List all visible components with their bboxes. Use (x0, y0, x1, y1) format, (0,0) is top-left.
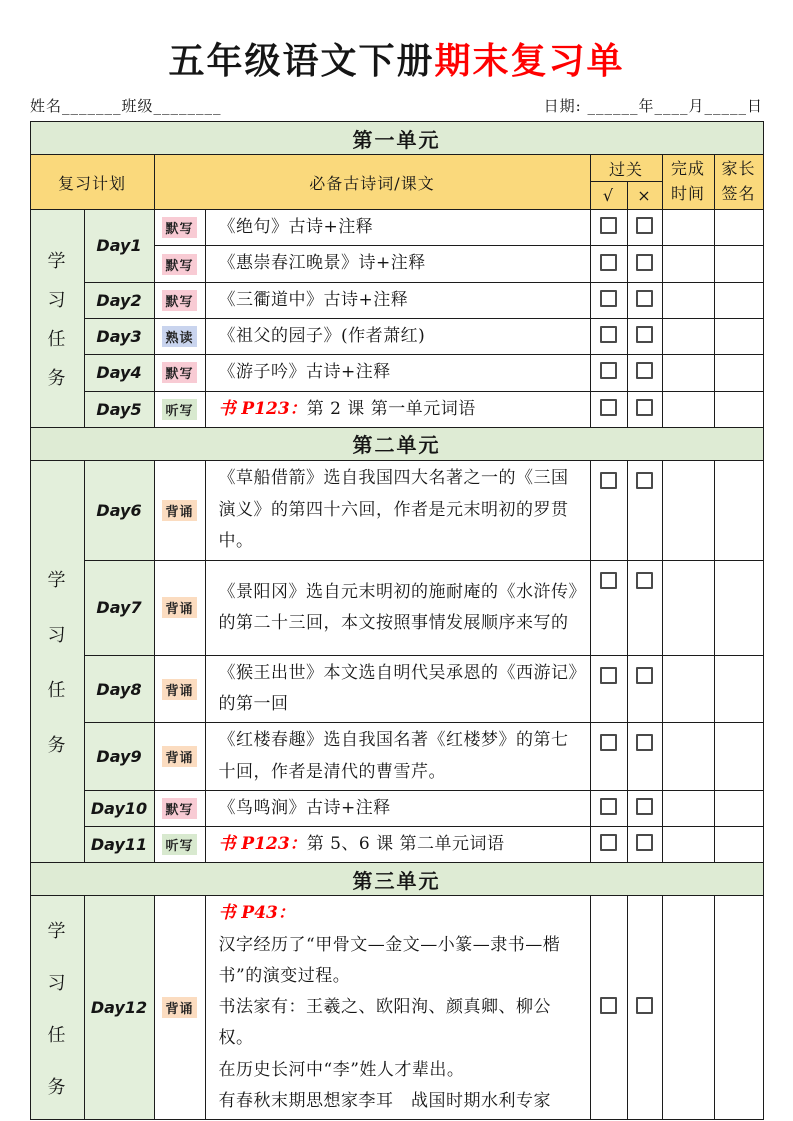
fail-checkbox[interactable] (636, 254, 653, 271)
day-label: Day10 (84, 790, 154, 826)
fail-checkbox[interactable] (636, 997, 653, 1014)
parent-sign-cell (714, 391, 763, 427)
fail-checkbox[interactable] (636, 290, 653, 307)
fail-check-cell (627, 391, 662, 427)
task-char: 任 (47, 680, 67, 702)
page-title-main: 五年级语文下册 (168, 40, 435, 82)
fail-checkbox[interactable] (636, 734, 653, 751)
name-class-blanks: 姓名_______班级________ (30, 97, 222, 116)
finish-time-cell (662, 391, 714, 427)
task-text-line: 书法家有：王羲之、欧阳洵、颜真卿、柳公权。 (218, 997, 551, 1049)
task-text: 《猴王出世》本文选自明代吴承恩的《西游记》的第一回 (205, 655, 590, 723)
badge-cell (154, 896, 205, 1120)
task-text-rest: 第 2 课 第一单元词语 (306, 398, 476, 419)
task-text: 《景阳冈》选自元末明初的施耐庵的《水浒传》的第二十三回，本文按照事情发展顺序来写的 (205, 560, 590, 655)
parent-sign-cell (714, 790, 763, 826)
task-char: 学 (47, 570, 67, 592)
header-cross-mark: × (627, 182, 662, 210)
task-text: 《惠崇春江晚景》诗+注释 (205, 246, 590, 282)
fail-check-cell (627, 460, 662, 560)
pass-check-cell (590, 318, 627, 354)
header-check-mark: √ (590, 182, 627, 210)
pass-check-cell (590, 655, 627, 723)
pass-check-cell (590, 896, 627, 1120)
fail-checkbox[interactable] (636, 326, 653, 343)
fail-check-cell (627, 355, 662, 391)
task-text-line: 在历史长河中“李”姓人才辈出。 (218, 1059, 465, 1080)
parent-sign-cell (714, 282, 763, 318)
header-plan: 复习计划 (30, 155, 154, 210)
finish-time-cell (662, 318, 714, 354)
badge-beisong: 背诵 (162, 997, 196, 1018)
task-row-day2 (30, 282, 763, 318)
task-label-unit2 (30, 460, 84, 863)
task-row-day11 (30, 827, 763, 863)
day-label: Day6 (84, 460, 154, 560)
task-row-day1a (30, 210, 763, 246)
pass-checkbox[interactable] (600, 834, 617, 851)
finish-time-cell (662, 282, 714, 318)
task-text: 《三衢道中》古诗+注释 (205, 282, 590, 318)
pass-check-cell (590, 723, 627, 791)
day-label: Day7 (84, 560, 154, 655)
page-title-accent: 期末复习单 (434, 40, 625, 82)
task-row-day7 (30, 560, 763, 655)
finish-time-cell (662, 460, 714, 560)
pass-checkbox[interactable] (600, 667, 617, 684)
badge-cell (154, 318, 205, 354)
task-row-day8 (30, 655, 763, 723)
pass-checkbox[interactable] (600, 572, 617, 589)
pass-check-cell (590, 460, 627, 560)
finish-time-cell (662, 355, 714, 391)
parent-sign-cell (714, 827, 763, 863)
badge-cell (154, 210, 205, 246)
badge-tingxie: 听写 (162, 834, 196, 855)
pass-checkbox[interactable] (600, 399, 617, 416)
badge-cell (154, 391, 205, 427)
pass-checkbox[interactable] (600, 798, 617, 815)
pass-check-cell (590, 210, 627, 246)
finish-time-cell (662, 896, 714, 1120)
page-title (0, 40, 793, 83)
info-line (30, 95, 763, 116)
badge-beisong: 背诵 (162, 500, 196, 521)
parent-sign-cell (714, 460, 763, 560)
pass-check-cell (590, 391, 627, 427)
task-char: 务 (47, 367, 67, 389)
task-text: 《鸟鸣涧》古诗+注释 (205, 790, 590, 826)
fail-check-cell (627, 318, 662, 354)
day-label: Day4 (84, 355, 154, 391)
pass-checkbox[interactable] (600, 326, 617, 343)
fail-checkbox[interactable] (636, 472, 653, 489)
badge-cell (154, 355, 205, 391)
task-char: 学 (47, 920, 67, 942)
header-parent-sign: 家长 签名 (714, 155, 763, 210)
review-table (30, 121, 764, 1120)
badge-cell (154, 655, 205, 723)
badge-beisong: 背诵 (162, 679, 196, 700)
pass-check-cell (590, 560, 627, 655)
task-text (205, 391, 590, 427)
date-blanks: 日期: ______年____月_____日 (543, 97, 763, 116)
task-text-line: 有春秋末期思想家李耳 战国时期水利专家 (218, 1090, 551, 1111)
fail-check-cell (627, 560, 662, 655)
badge-cell (154, 460, 205, 560)
unit2-header-row (30, 427, 763, 460)
fail-checkbox[interactable] (636, 667, 653, 684)
book-page-ref: 书 P123： (218, 398, 307, 419)
day-label: Day1 (84, 210, 154, 283)
fail-check-cell (627, 655, 662, 723)
badge-cell (154, 282, 205, 318)
task-char: 务 (47, 735, 67, 757)
unit2-title: 第二单元 (30, 427, 763, 460)
task-text: 《草船借箭》选自我国四大名著之一的《三国演义》的第四十六回，作者是元末明初的罗贯中。 (205, 460, 590, 560)
day-label: Day12 (84, 896, 154, 1120)
pass-check-cell (590, 827, 627, 863)
pass-checkbox[interactable] (600, 472, 617, 489)
pass-checkbox[interactable] (600, 217, 617, 234)
task-row-day6 (30, 460, 763, 560)
fail-checkbox[interactable] (636, 572, 653, 589)
task-text: 《祖父的园子》(作者萧红) (205, 318, 590, 354)
header-finish-time: 完成 时间 (662, 155, 714, 210)
task-label-unit3 (30, 896, 84, 1120)
badge-moxie: 默写 (162, 362, 196, 383)
task-text: 《绝句》古诗+注释 (205, 210, 590, 246)
unit3-header-row (30, 863, 763, 896)
badge-cell (154, 560, 205, 655)
unit3-title: 第三单元 (30, 863, 763, 896)
pass-check-cell (590, 355, 627, 391)
unit1-header-row (30, 122, 763, 155)
header-pass: 过关 (590, 155, 662, 182)
day-label: Day5 (84, 391, 154, 427)
parent-sign-cell (714, 896, 763, 1120)
day-label: Day9 (84, 723, 154, 791)
day-label: Day8 (84, 655, 154, 723)
fail-check-cell (627, 210, 662, 246)
task-text-line: 汉字经历了“甲骨文—金文—小篆—隶书—楷书”的演变过程。 (218, 934, 561, 986)
task-label-unit1 (30, 210, 84, 428)
task-text: 《游子吟》古诗+注释 (205, 355, 590, 391)
header-content: 必备古诗词/课文 (154, 155, 590, 210)
parent-sign-cell (714, 246, 763, 282)
pass-checkbox[interactable] (600, 254, 617, 271)
fail-checkbox[interactable] (636, 834, 653, 851)
finish-time-cell (662, 246, 714, 282)
fail-checkbox[interactable] (636, 217, 653, 234)
badge-cell (154, 827, 205, 863)
finish-time-cell (662, 560, 714, 655)
badge-cell (154, 723, 205, 791)
task-row-day5 (30, 391, 763, 427)
task-char: 习 (47, 289, 67, 311)
parent-sign-cell (714, 355, 763, 391)
parent-sign-cell (714, 655, 763, 723)
day-label: Day2 (84, 282, 154, 318)
task-char: 务 (47, 1076, 67, 1098)
pass-checkbox[interactable] (600, 997, 617, 1014)
pass-check-cell (590, 282, 627, 318)
fail-check-cell (627, 246, 662, 282)
task-text: 《红楼春趣》选自我国名著《红楼梦》的第七十回，作者是清代的曹雪芹。 (205, 723, 590, 791)
fail-checkbox[interactable] (636, 362, 653, 379)
unit1-title: 第一单元 (30, 122, 763, 155)
pass-checkbox[interactable] (600, 362, 617, 379)
task-text-rest: 第 5、6 课 第二单元词语 (306, 834, 505, 855)
finish-time-cell (662, 210, 714, 246)
badge-moxie: 默写 (162, 217, 196, 238)
task-text (205, 896, 590, 1120)
fail-check-cell (627, 790, 662, 826)
badge-moxie: 默写 (162, 290, 196, 311)
fail-check-cell (627, 896, 662, 1120)
task-row-day12 (30, 896, 763, 1120)
book-page-ref: 书 P43： (218, 903, 295, 924)
task-row-day9 (30, 723, 763, 791)
fail-checkbox[interactable] (636, 399, 653, 416)
finish-time-cell (662, 790, 714, 826)
finish-time-cell (662, 723, 714, 791)
badge-cell (154, 790, 205, 826)
fail-check-cell (627, 723, 662, 791)
pass-checkbox[interactable] (600, 734, 617, 751)
pass-check-cell (590, 246, 627, 282)
task-char: 习 (47, 625, 67, 647)
book-page-ref: 书 P123： (218, 834, 307, 855)
task-char: 习 (47, 972, 67, 994)
badge-moxie: 默写 (162, 254, 196, 275)
fail-check-cell (627, 827, 662, 863)
parent-sign-cell (714, 318, 763, 354)
task-row-day3 (30, 318, 763, 354)
badge-tingxie: 听写 (162, 399, 196, 420)
column-header-row-1 (30, 155, 763, 182)
parent-sign-cell (714, 723, 763, 791)
task-char: 任 (47, 1024, 67, 1046)
task-char: 任 (47, 328, 67, 350)
finish-time-cell (662, 655, 714, 723)
finish-time-cell (662, 827, 714, 863)
task-char: 学 (47, 250, 67, 272)
task-row-day4 (30, 355, 763, 391)
badge-moxie: 默写 (162, 798, 196, 819)
badge-cell (154, 246, 205, 282)
fail-checkbox[interactable] (636, 798, 653, 815)
pass-check-cell (590, 790, 627, 826)
badge-shudu: 熟读 (162, 326, 196, 347)
parent-sign-cell (714, 560, 763, 655)
fail-check-cell (627, 282, 662, 318)
badge-beisong: 背诵 (162, 746, 196, 767)
task-row-day10 (30, 790, 763, 826)
task-text (205, 827, 590, 863)
parent-sign-cell (714, 210, 763, 246)
day-label: Day11 (84, 827, 154, 863)
badge-beisong: 背诵 (162, 597, 196, 618)
pass-checkbox[interactable] (600, 290, 617, 307)
day-label: Day3 (84, 318, 154, 354)
